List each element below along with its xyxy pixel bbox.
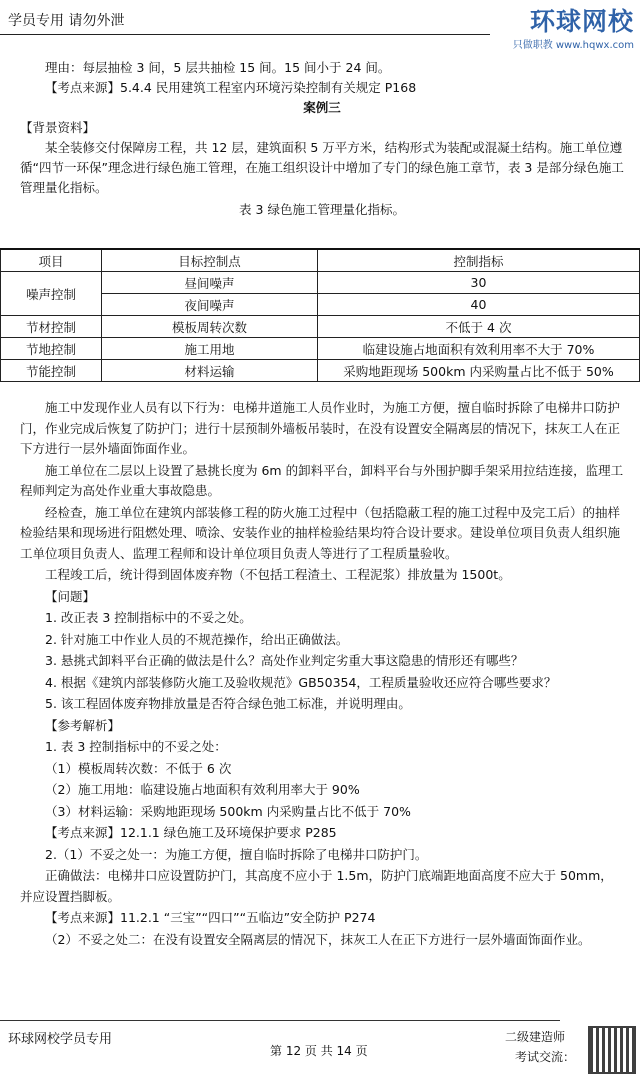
row-item: 节材控制 <box>1 316 102 338</box>
table-caption: 表 3 绿色施工管理量化指标。 <box>239 202 405 217</box>
answer: 正确做法：电梯井口应设置防护门，其高度不应小于 1.5m，防护门底端距地面高度不应大于 50mm，并应设置挡脚板。 <box>20 868 613 904</box>
row-value: 不低于 4 次 <box>318 316 640 338</box>
header-notice: 学员专用 请勿外泄 <box>8 13 125 29</box>
main-body <box>20 398 624 951</box>
row-item: 节地控制 <box>1 338 102 360</box>
footer-divider <box>0 1020 560 1021</box>
question: 2. 针对施工中作业人员的不规范操作，给出正确做法。 <box>45 631 349 647</box>
reason-text: 理由：每层抽检 3 间，5 层共抽检 15 间。15 间小于 24 间。 <box>45 60 391 75</box>
header-index: 控制指标 <box>318 249 640 272</box>
answer: 2.（1）不妥之处一：为施工方便，擅自临时拆除了电梯井口防护门。 <box>45 846 428 862</box>
answer: （1）模板周转次数：不低于 6 次 <box>45 760 232 776</box>
row-value: 40 <box>318 294 640 316</box>
row-value: 采购地距现场 500km 内采购量占比不低于 50% <box>318 360 640 382</box>
page-number: 第 12 页 共 14 页 <box>270 1044 368 1058</box>
header-divider <box>0 34 490 35</box>
row-point: 施工用地 <box>102 338 318 360</box>
table-row <box>1 316 640 338</box>
question: 4. 根据《建筑内部装修防火施工及验收规范》GB50354，工程质量验收还应符合哪些要求？ <box>45 674 557 690</box>
green-construction-table <box>0 248 640 382</box>
answer: （3）材料运输：采购地距现场 500km 内采购量占比不低于 70% <box>45 803 411 819</box>
row-item: 节能控制 <box>1 360 102 382</box>
row-point: 夜间噪声 <box>102 294 318 316</box>
answer: 1. 表 3 控制指标中的不妥之处： <box>45 739 227 754</box>
table-row <box>1 360 640 382</box>
source-note: 【考点来源】11.2.1 “三宝”“四口”“五临边”安全防护 P274 <box>45 910 376 925</box>
top-content <box>20 58 624 220</box>
question: 5. 该工程固体废弃物排放量是否符合绿色弛工标准，并说明理由。 <box>45 696 411 711</box>
table-row <box>1 338 640 360</box>
page-footer <box>0 1020 640 1064</box>
table-row <box>1 272 640 294</box>
source-note-1: 【考点来源】5.4.4 民用建筑工程室内环境污染控制有关规定 P168 <box>45 80 417 95</box>
paragraph: 工程竣工后，统计得到固体废弃物（不包括工程渣土、工程泥浆）排放量为 1500t。 <box>45 567 511 582</box>
table-header-row <box>1 249 640 272</box>
footer-contact: 考试交流： <box>515 1050 576 1064</box>
paragraph: 施工中发现作业人员有以下行为：电梯井道施工人员作业时，为施工方便，擅自临时拆除了电梯井口防护门，作业完成后恢复了防护门；进行十层预制外墙板吊装时，在没有设置安全隔离层的情况下，抹灰工人在正下方进行一层外墙面饰面作业。 <box>20 400 621 456</box>
footer-exam: 二级建造师 <box>505 1030 566 1044</box>
noise-label: 噪声控制 <box>1 272 102 316</box>
row-point: 模板周转次数 <box>102 316 318 338</box>
source-note: 【考点来源】12.1.1 绿色施工及环境保护要求 P285 <box>45 825 337 840</box>
row-value: 临建设施占地面积有效利用率不大于 70% <box>318 338 640 360</box>
row-point: 昼间噪声 <box>102 272 318 294</box>
case-title: 案例三 <box>303 100 341 115</box>
row-point: 材料运输 <box>102 360 318 382</box>
question: 3. 悬挑式卸料平台正确的做法是什么？高处作业判定劣重大事这隐患的情形还有哪些？ <box>45 653 524 668</box>
page-header <box>0 0 640 51</box>
footer-left: 环球网校学员专用 <box>8 1032 113 1047</box>
answer: （2）不妥之处二：在没有设置安全隔离层的情况下，抹灰工人在正下方进行一层外墙面饰面作业。 <box>45 931 591 947</box>
header-point: 目标控制点 <box>102 249 318 272</box>
brand-tagline: 只做职教 www.hqwx.com <box>512 40 634 51</box>
background-text: 某全装修交付保障房工程，共 12 层，建筑面积 5 万平方米，结构形式为装配或混凝土结构。施工单位遵循“四节一环保”理念进行绿色施工管理，在施工组织设计中增加了专门的绿色施工章节，表 3 是部分绿色施工管理量化指标。 <box>20 140 624 195</box>
answers-label: 【参考解析】 <box>45 717 121 733</box>
row-value: 30 <box>318 272 640 294</box>
paragraph: 经检查，施工单位在建筑内部装修工程的防火施工过程中（包括隐蔽工程的施工过程中及完工后）的抽样检验结果和现场进行阻燃处理、喷涂、安装作业的抽样检验结果均符合设计要求。建设单位项目负责人组织施工单位项目负责人、监理工程师和设计单位项目负责人等进行了工程质量验收。 <box>20 504 621 561</box>
answer: （2）施工用地：临建设施占地面积有效利用率大于 90% <box>45 782 360 797</box>
brand-name: 环球网校 <box>529 7 634 36</box>
questions-label: 【问题】 <box>45 588 96 604</box>
paragraph: 施工单位在二层以上设置了悬挑长度为 6m 的卸料平台，卸料平台与外围护脚手架采用拉结连接，监理工程师判定为高处作业重大事故隐患。 <box>20 462 624 498</box>
brand-logo <box>513 2 634 51</box>
background-label: 【背景资料】 <box>20 120 96 135</box>
header-item: 项目 <box>1 249 102 272</box>
question: 1. 改正表 3 控制指标中的不妥之处。 <box>45 610 252 625</box>
qr-code-icon <box>588 1026 636 1074</box>
